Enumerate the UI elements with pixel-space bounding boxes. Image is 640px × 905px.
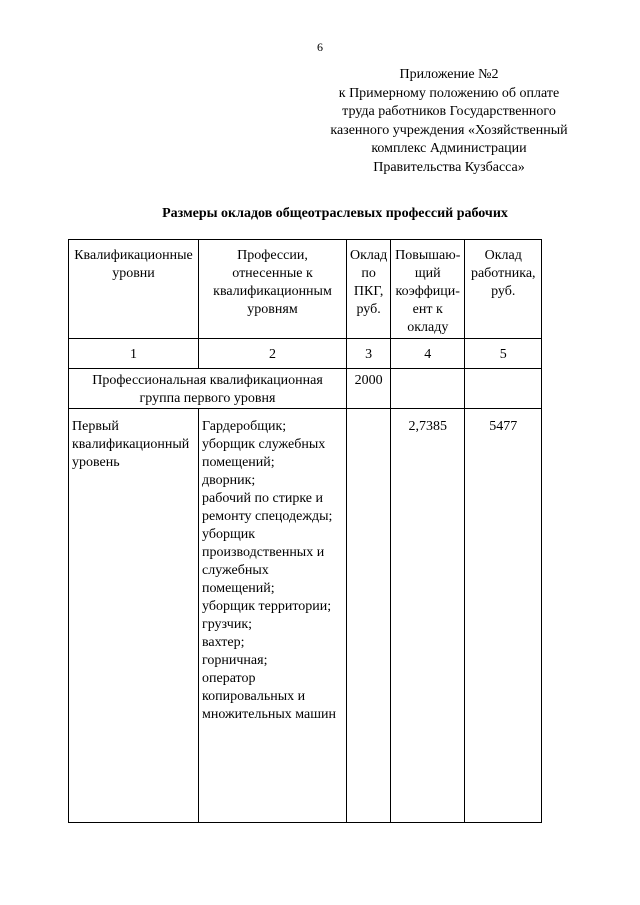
header-line: Профессии, [237,248,308,263]
header-line: уровням [247,302,298,317]
column-number: 2 [199,339,347,369]
table-header-row [69,240,542,339]
column-number: 3 [347,339,391,369]
profession-item: уборщик территории; [202,599,332,614]
coefficient-value: 2,7385 [391,409,465,823]
header-line: ент к [412,302,443,317]
group-title-line: Профессиональная квалификационная [92,373,323,388]
header-line: щий [414,266,441,281]
column-number-row [69,339,542,369]
page-number: 6 [317,40,323,54]
profession-item: оператор копировальных и множительных машин [202,671,337,722]
column-number: 1 [69,339,199,369]
header-line: руб. [491,284,516,299]
group-salary: 2000 [347,369,391,409]
level-name-line: Первый [72,419,119,434]
annex-line: труда работников Государственного [342,104,556,119]
header-line: руб. [356,302,381,317]
header-line: ПКГ, [353,284,384,299]
qualification-level-row [69,409,542,823]
worker-salary-value: 5477 [465,409,542,823]
annex-line: Приложение №2 [399,67,499,82]
header-line: окладу [407,320,449,335]
annex-line: казенного учреждения «Хозяйственный [330,122,568,138]
profession-item: рабочий по стирке и ремонту спецодежды; [202,491,333,524]
document-title: Размеры окладов общеотраслевых профессий рабочих [162,206,508,221]
level-name-line: квалификационный [72,437,190,452]
empty-cell [465,369,542,409]
header-coefficient [391,240,465,339]
header-line: Повышаю- [395,248,461,263]
column-number: 4 [391,339,465,369]
empty-cell [347,409,391,823]
column-number: 5 [465,339,542,369]
header-line: по [361,266,376,281]
header-line: Оклад [484,248,522,263]
annex-header [318,66,580,177]
profession-item: Гардеробщик; [202,419,287,434]
group-title [69,369,347,409]
header-line: уровни [112,266,155,281]
header-line: квалификационным [213,284,332,299]
annex-line: Правительства Кузбасса» [373,159,525,175]
salary-table [68,239,542,823]
level-name-line: уровень [72,455,120,470]
header-line: коэффици- [395,284,460,299]
empty-cell [391,369,465,409]
header-line: отнесенные к [232,266,313,281]
annex-line: к Примерному положению об оплате [338,85,560,101]
profession-item: грузчик; [202,617,253,632]
profession-item: вахтер; [202,635,245,650]
header-line: Квалификационные [74,248,193,263]
profession-item: уборщик служебных помещений; [202,437,326,470]
header-professions [199,240,347,339]
profession-list [199,409,347,823]
profession-item: горничная; [202,653,268,668]
header-pkg-salary [347,240,391,339]
header-qualification-levels [69,240,199,339]
profession-item: уборщик производственных и служебных помещений; [202,527,325,596]
header-line: работника, [470,266,536,281]
group-title-line: группа первого уровня [139,391,276,406]
header-line: Оклад [350,248,388,263]
profession-item: дворник; [202,473,256,488]
qualification-group-row [69,369,542,409]
annex-line: комплекс Администрации [371,141,527,156]
level-name [69,409,199,823]
header-worker-salary [465,240,542,339]
